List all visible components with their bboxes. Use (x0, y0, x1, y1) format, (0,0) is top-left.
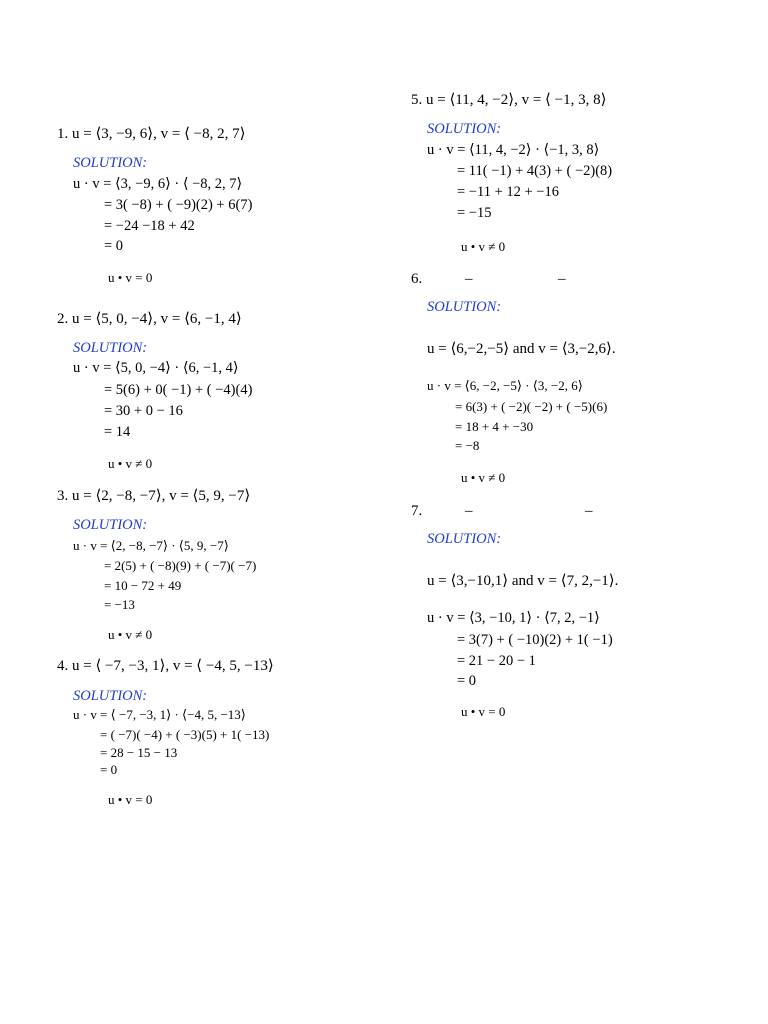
problem-2-result: u • v ≠ 0 (108, 456, 153, 471)
problem-4-step-2: = ( −7)( −4) + ( −3)(5) + 1( −13) (100, 727, 270, 742)
problem-5-step-1: u · v = ⟨11, 4, −2⟩ · ⟨−1, 3, 8⟩ (427, 142, 600, 158)
problem-4-step-1: u · v = ⟨ −7, −3, 1⟩ · ⟨−4, 5, −13⟩ (73, 707, 246, 722)
problem-2-step-2: = 5(6) + 0( −1) + ( −4)(4) (104, 382, 253, 398)
problem-1-step-4: = 0 (104, 238, 124, 254)
problem-6-step-3: = 18 + 4 + −30 (455, 419, 534, 434)
problem-6-result: u • v ≠ 0 (461, 470, 506, 485)
problem-7-step-3: = 21 − 20 − 1 (457, 653, 536, 669)
problem-7-step-1: u · v = ⟨3, −10, 1⟩ · ⟨7, 2, −1⟩ (427, 610, 600, 626)
problem-6-step-2: = 6(3) + ( −2)( −2) + ( −5)(6) (455, 399, 608, 414)
problem-2-step-1: u · v = ⟨5, 0, −4⟩ · ⟨6, −1, 4⟩ (73, 360, 239, 376)
problem-1-statement: 1. u = ⟨3, −9, 6⟩, v = ⟨ −8, 2, 7⟩ (57, 126, 246, 142)
problem-7-result: u • v = 0 (461, 704, 506, 719)
problem-4-result: u • v = 0 (108, 792, 153, 807)
problem-1-step-3: = −24 −18 + 42 (104, 218, 195, 234)
problem-5-result: u • v ≠ 0 (461, 239, 506, 254)
problem-3-result: u • v ≠ 0 (108, 627, 153, 642)
problem-7-solution-label: SOLUTION: (427, 531, 502, 547)
problem-1-result: u • v = 0 (108, 270, 153, 285)
problem-2-step-3: = 30 + 0 − 16 (104, 403, 183, 419)
problem-7-step-4: = 0 (457, 673, 477, 689)
problem-6-number: 6. (411, 271, 423, 287)
problem-4-statement: 4. u = ⟨ −7, −3, 1⟩, v = ⟨ −4, 5, −13⟩ (57, 658, 274, 674)
problem-4-step-4: = 0 (100, 762, 118, 777)
problem-2-solution-label: SOLUTION: (73, 340, 148, 356)
problem-1-step-1: u · v = ⟨3, −9, 6⟩ · ⟨ −8, 2, 7⟩ (73, 176, 243, 192)
problem-6-dash-1: – (465, 271, 473, 287)
problem-1-solution-label: SOLUTION: (73, 155, 148, 171)
problem-5-solution-label: SOLUTION: (427, 121, 502, 137)
problem-7-given-vectors: u = ⟨3,−10,1⟩ and v = ⟨7, 2,−1⟩. (427, 573, 619, 589)
problem-7-dash-2: – (585, 503, 593, 519)
problem-3-step-1: u · v = ⟨2, −8, −7⟩ · ⟨5, 9, −7⟩ (73, 538, 229, 553)
problem-6-step-4: = −8 (455, 438, 480, 453)
problem-6-step-1: u · v = ⟨6, −2, −5⟩ · ⟨3, −2, 6⟩ (427, 378, 583, 393)
problem-7-number: 7. (411, 503, 423, 519)
problem-7-step-2: = 3(7) + ( −10)(2) + 1( −1) (457, 632, 613, 648)
problem-5-statement: 5. u = ⟨11, 4, −2⟩, v = ⟨ −1, 3, 8⟩ (411, 92, 607, 108)
problem-3-solution-label: SOLUTION: (73, 517, 148, 533)
problem-3-step-4: = −13 (104, 597, 135, 612)
problem-6-dash-2: – (558, 271, 566, 287)
problem-3-step-2: = 2(5) + ( −8)(9) + ( −7)( −7) (104, 558, 257, 573)
problem-3-statement: 3. u = ⟨2, −8, −7⟩, v = ⟨5, 9, −7⟩ (57, 488, 251, 504)
problem-3-step-3: = 10 − 72 + 49 (104, 578, 182, 593)
problem-5-step-3: = −11 + 12 + −16 (457, 184, 559, 200)
problem-2-statement: 2. u = ⟨5, 0, −4⟩, v = ⟨6, −1, 4⟩ (57, 311, 242, 327)
problem-6-solution-label: SOLUTION: (427, 299, 502, 315)
problem-4-solution-label: SOLUTION: (73, 688, 148, 704)
problem-4-step-3: = 28 − 15 − 13 (100, 745, 178, 760)
problem-1-step-2: = 3( −8) + ( −9)(2) + 6(7) (104, 197, 253, 213)
problem-5-step-4: = −15 (457, 205, 492, 221)
problem-5-step-2: = 11( −1) + 4(3) + ( −2)(8) (457, 163, 613, 179)
problem-6-given-vectors: u = ⟨6,−2,−5⟩ and v = ⟨3,−2,6⟩. (427, 341, 616, 357)
problem-2-step-4: = 14 (104, 424, 131, 440)
problem-7-dash-1: – (465, 503, 473, 519)
